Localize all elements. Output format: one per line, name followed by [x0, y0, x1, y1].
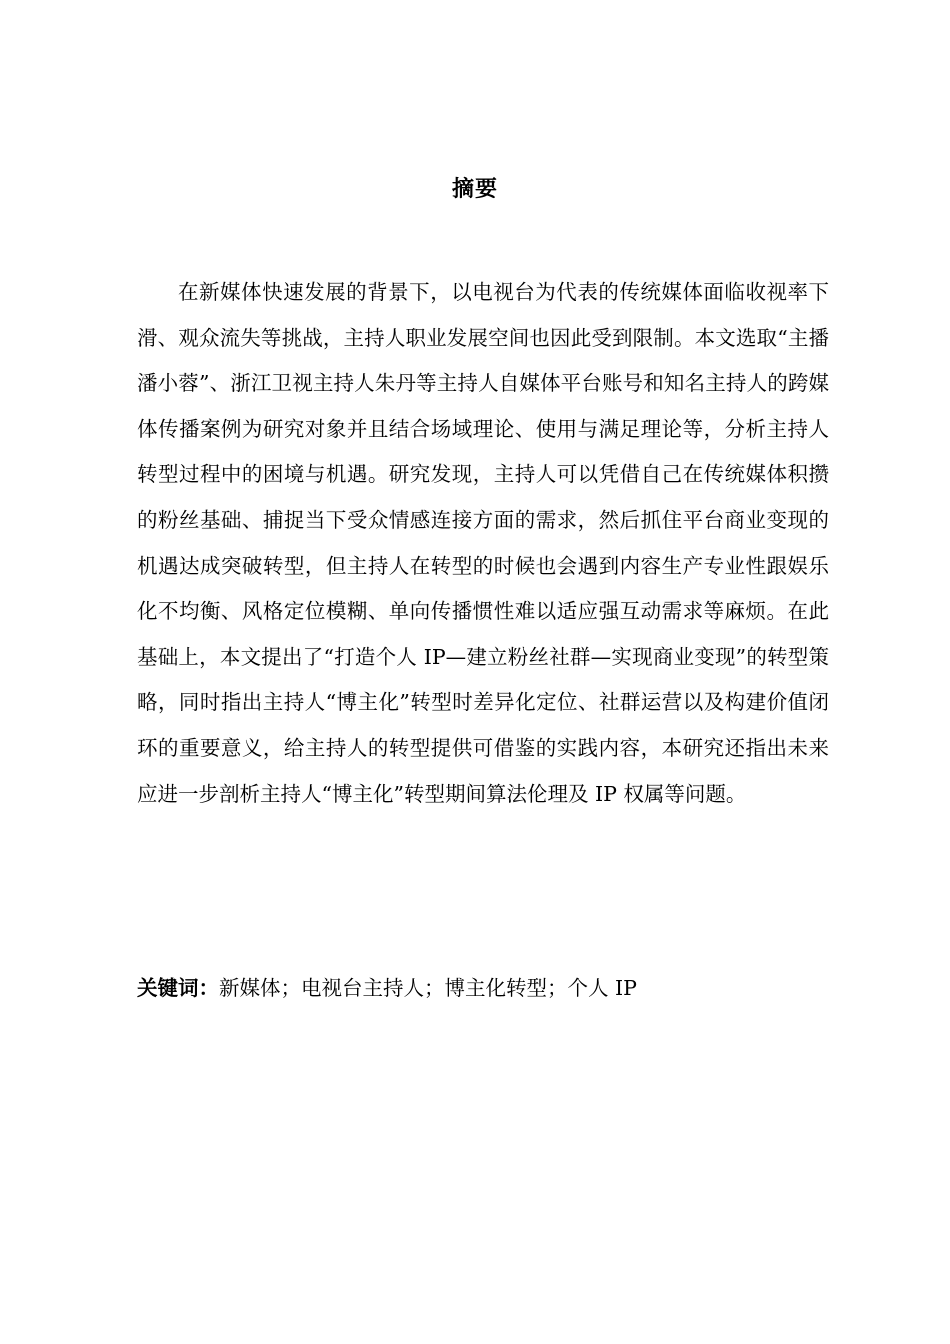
keywords-value: 新媒体；电视台主持人；博主化转型；个人 IP	[219, 976, 637, 1000]
abstract-title: 摘要	[451, 177, 498, 202]
keywords-label: 关键词：	[137, 976, 219, 1000]
keywords-line	[137, 966, 829, 1012]
abstract-body: 在新媒体快速发展的背景下，以电视台为代表的传统媒体面临收视率下滑、观众流失等挑战，主持人职业发展空间也因此受到限制。本文选取“主播潘小蓉”、浙江卫视主持人朱丹等主持人自媒体平台账号和知名主持人的跨媒体传播案例为研究对象并且结合场域理论、使用与满足理论等，分析主持人转型过程中的困境与机遇。研究发现，主持人可以凭借自己在传统媒体积攒的粉丝基础、捕捉当下受众情感连接方面的需求，然后抓住平台商业变现的机遇达成突破转型，但主持人在转型的时候也会遇到内容生产专业性跟娱乐化不均衡、风格定位模糊、单向传播惯性难以适应强互动需求等麻烦。在此基础上，本文提出了“打造个人 IP—建立粉丝社群—实现商业变现”的转型策略，同时指出主持人“博主化”转型时差异化定位、社群运营以及构建价值闭环的重要意义，给主持人的转型提供可借鉴的实践内容，本研究还指出未来应进一步剖析主持人“博主化”转型期间算法伦理及 IP 权属等问题。	[137, 280, 829, 806]
